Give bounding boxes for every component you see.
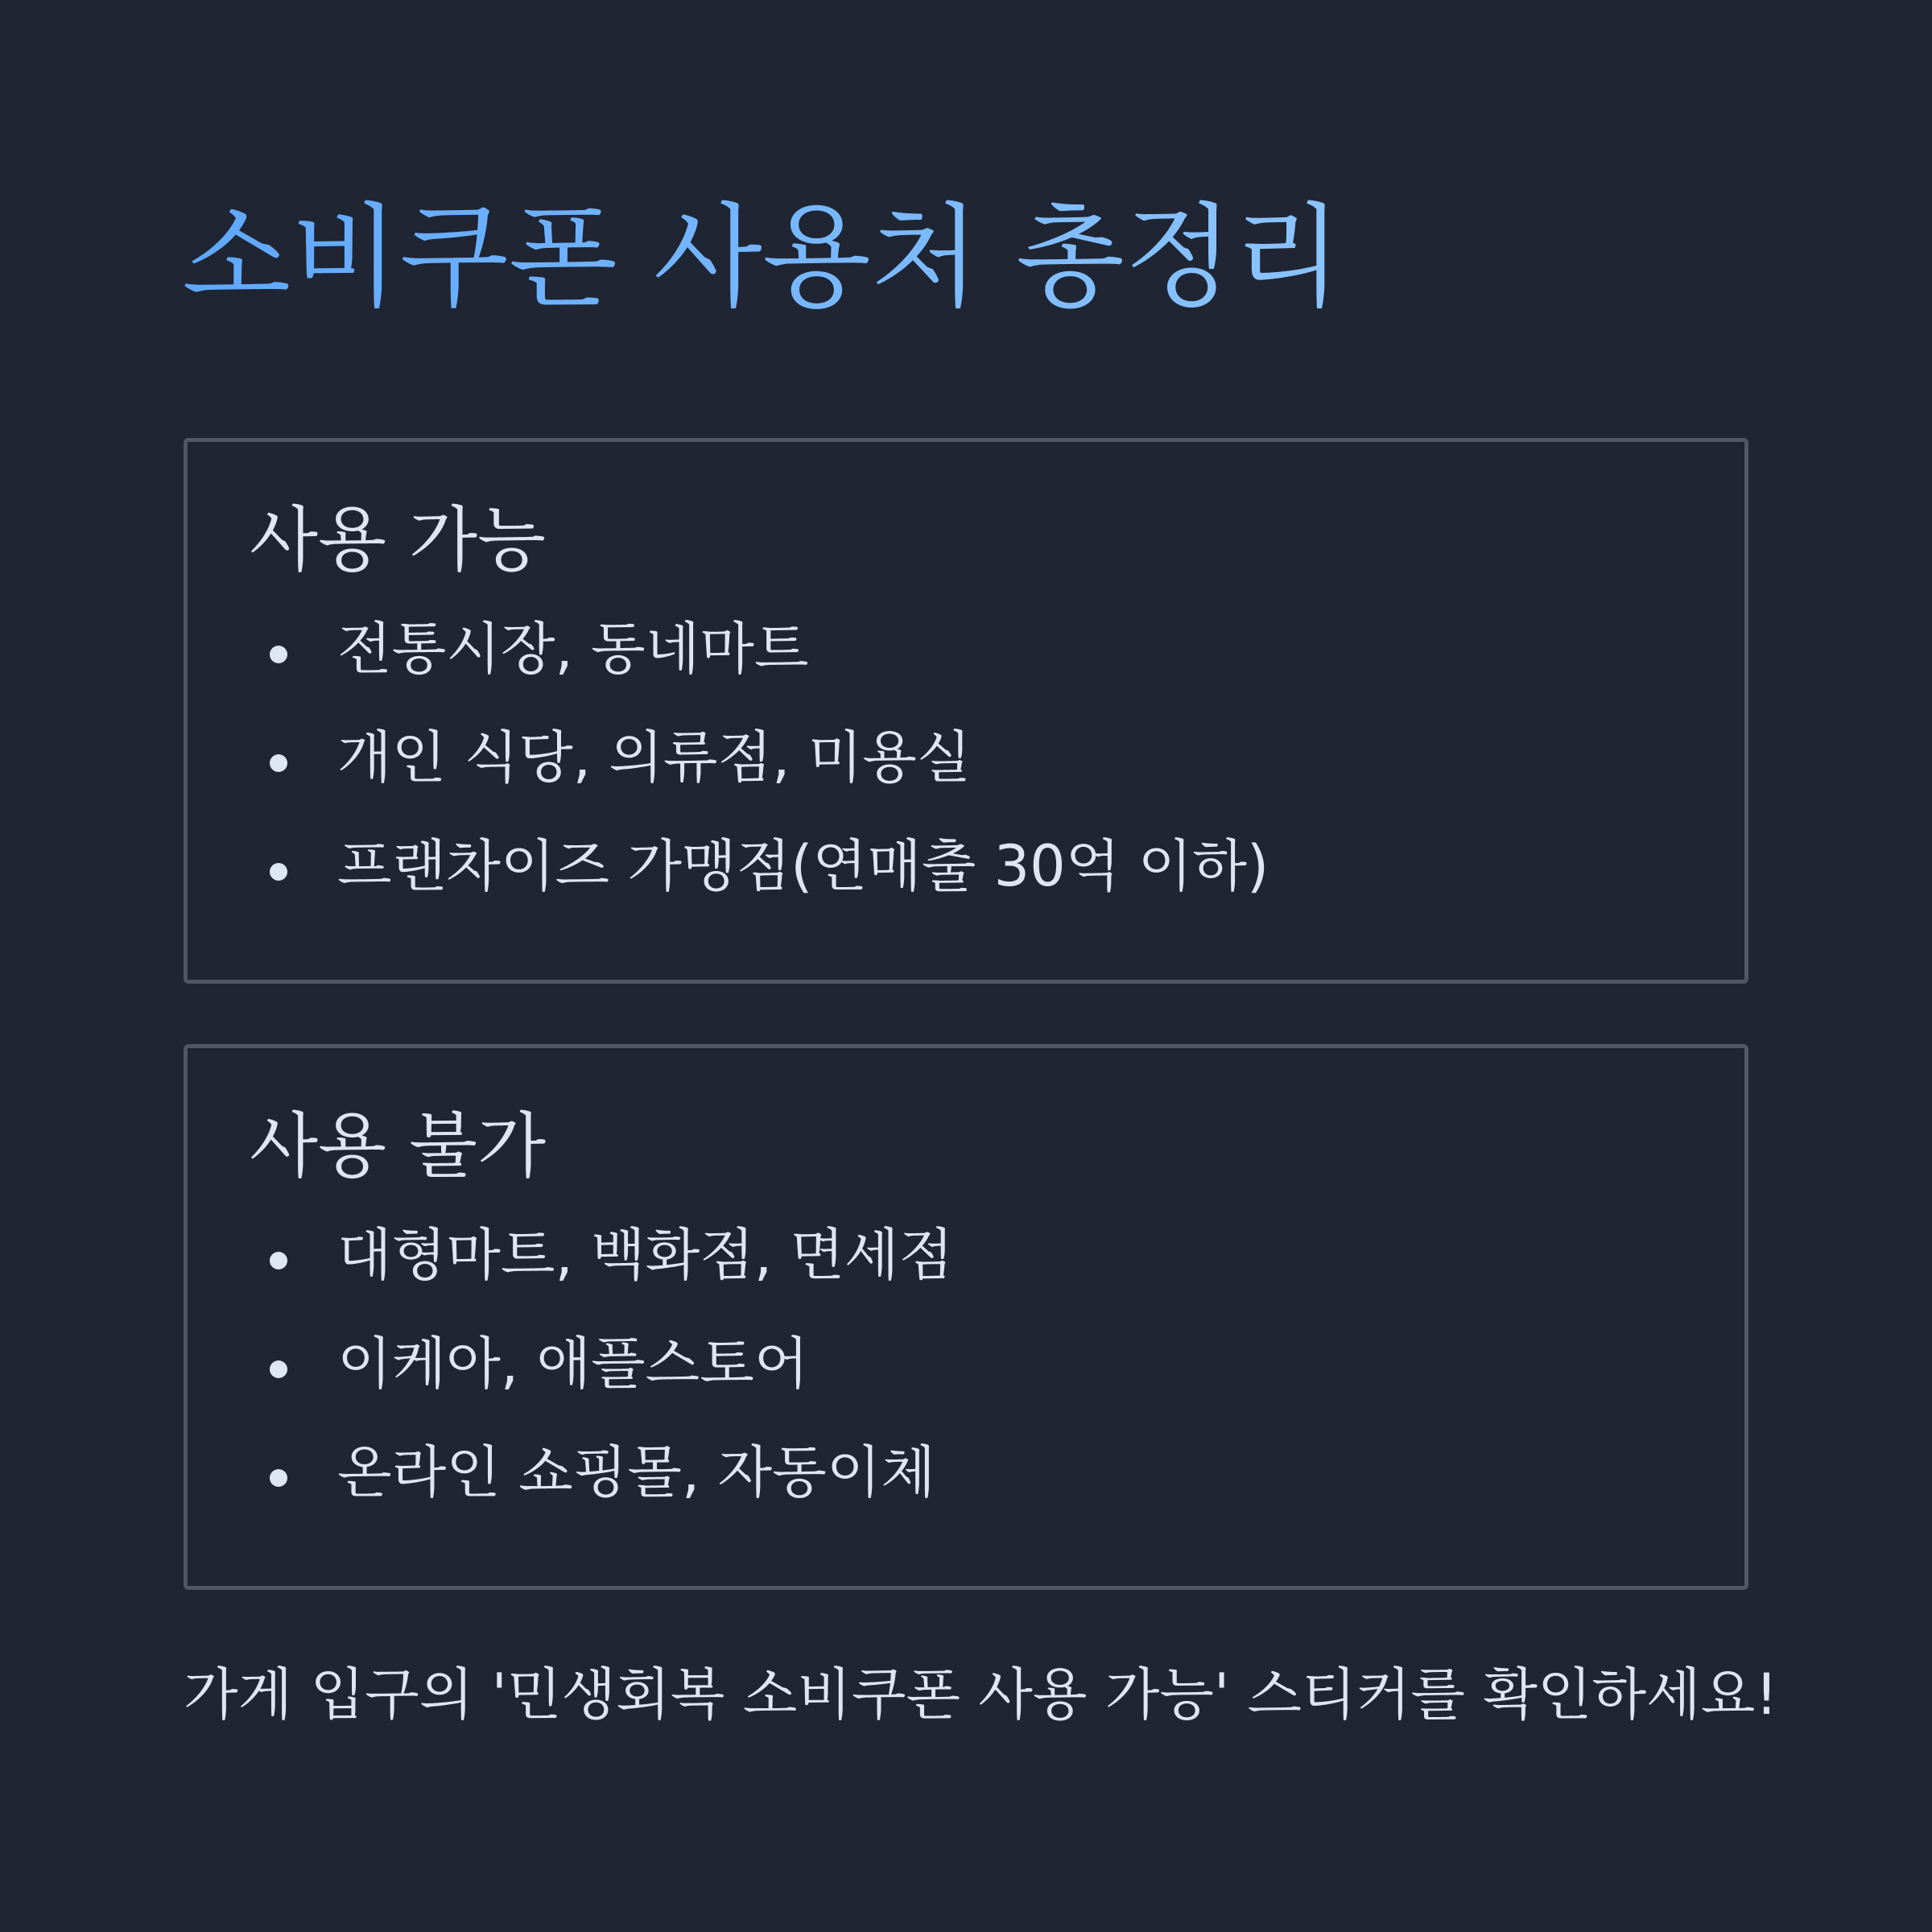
available-card bbox=[184, 438, 1748, 984]
footer-note: 가게 입구의 '민생회복 소비쿠폰 사용 가능' 스티커를 확인하세요! bbox=[184, 1662, 1778, 1728]
available-heading: 사용 가능 bbox=[250, 498, 547, 581]
bullet-icon bbox=[270, 1360, 287, 1378]
list-item-text: 프랜차이즈 가맹점(연매출 30억 이하) bbox=[337, 833, 1269, 899]
list-item-text: 전통시장, 동네마트 bbox=[337, 616, 809, 682]
bullet-icon bbox=[270, 754, 287, 772]
list-item-text: 온라인 쇼핑몰, 자동이체 bbox=[337, 1439, 935, 1505]
list-item-text: 이케아, 애플스토어 bbox=[337, 1331, 809, 1397]
list-item-text: 개인 식당, 의류점, 미용실 bbox=[337, 724, 972, 791]
page-title: 소비쿠폰 사용처 총정리 bbox=[182, 190, 1342, 327]
unavailable-heading: 사용 불가 bbox=[250, 1104, 547, 1187]
bullet-icon bbox=[270, 863, 287, 881]
bullet-icon bbox=[270, 1469, 287, 1487]
bullet-icon bbox=[270, 1252, 287, 1269]
bullet-icon bbox=[270, 646, 287, 663]
list-item-text: 대형마트, 백화점, 면세점 bbox=[337, 1222, 954, 1288]
unavailable-card bbox=[184, 1044, 1748, 1590]
